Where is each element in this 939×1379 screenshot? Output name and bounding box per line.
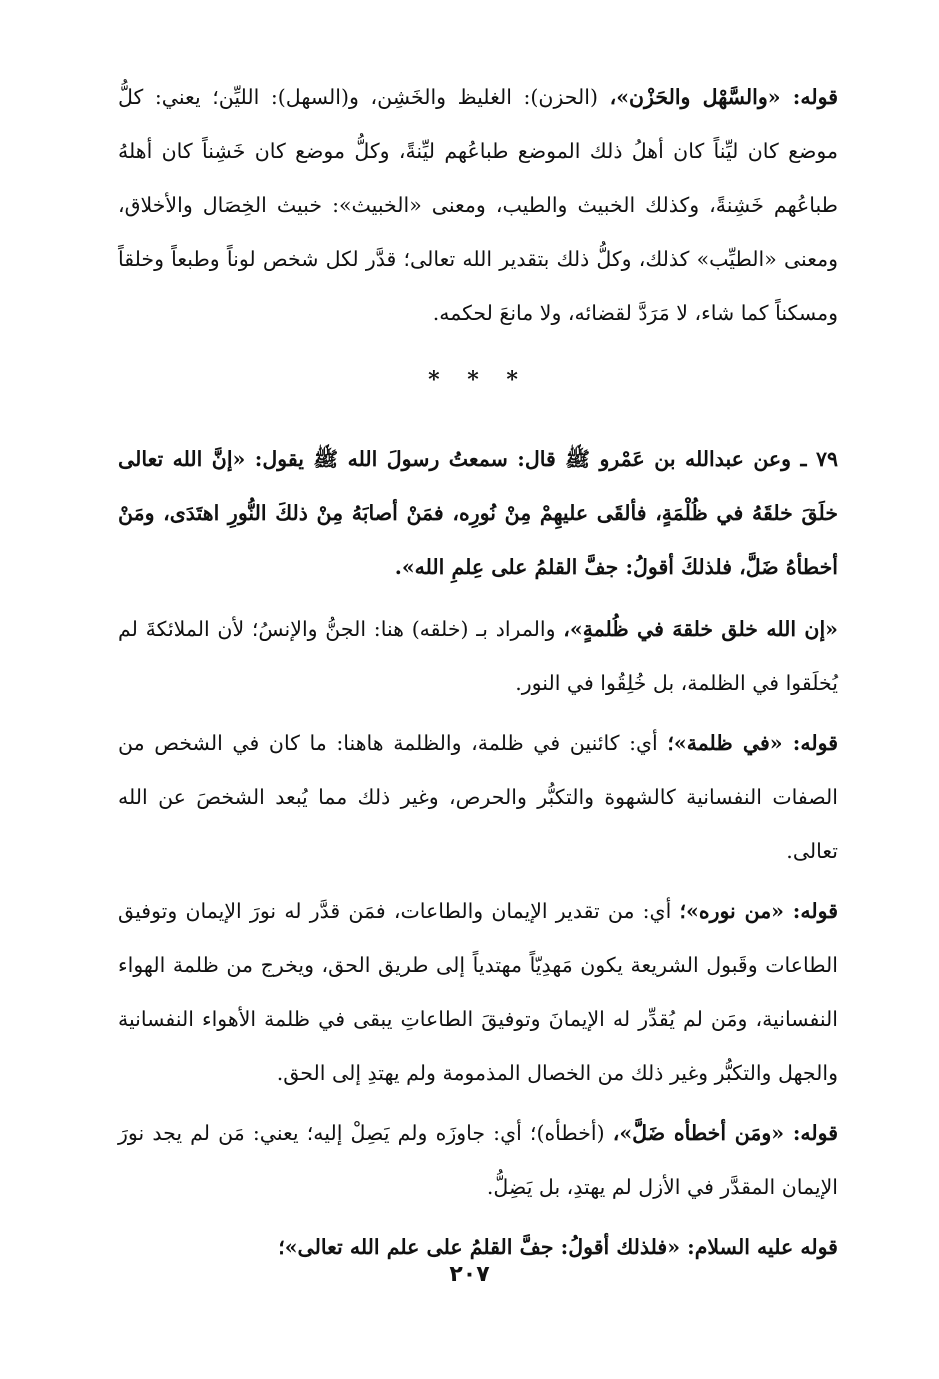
- paragraph-text: (أخطأه)؛ أي: جاوزَه ولم يَصِلْ إليه؛ يعني: مَن لم يجد نورَ الإيمان المقدَّر في الأزل لم يهتدِ، بل يَضِلُّ.: [118, 1121, 838, 1199]
- paragraph-label: «إن الله خلق خلقهَ في ظُلمةٍ»،: [563, 617, 838, 641]
- commentary-paragraph-3: [118, 716, 838, 878]
- page-number: ٢٠٧: [449, 1262, 490, 1287]
- commentary-paragraph-4: [118, 884, 838, 1100]
- paragraph-text: والمراد بـ (خلقه) هنا: الجنُّ والإنسُ؛ لأن الملائكةَ لم يُخلَقوا في الظلمة، بل خُلِقُوا في النور.: [118, 617, 838, 695]
- paragraph-label: قوله: «في ظلمة»؛: [667, 731, 838, 755]
- hadith-text: ٧٩ ـ وعن عبدالله بن عَمْرو ﷺ قال: سمعتُ رسولَ الله ﷺ يقول: «إنَّ الله تعالى خلَقَ خلقَهُ في ظُلْمَةٍ، فألقَى عليهِمْ مِنْ نُورِه، فمَنْ أصابَهُ مِنْ ذلكَ النُّورِ اهتَدَى، ومَنْ أخطأهُ ضَلَّ، فلذلكَ أقولُ: جفَّ القلمُ على عِلمِ الله».: [118, 447, 838, 579]
- paragraph-label: قوله: «من نوره»؛: [679, 899, 838, 923]
- paragraph-text: (الحزن): الغليظ والخَشِن، و(السهل): الليِّن؛ يعني: كلُّ موضع كان ليِّناً كان أهلُ ذلك الموضع طباعُهم ليِّنةً، وكلُّ موضع كان خَشِناً كان أهلهُ طباعُهم خَشِنةً، وكذلك الخبيث والطيب، ومعنى «الخبيث»: خبيث الخِصَال والأخلاق، ومعنى «الطيِّب» كذلك، وكلُّ ذلك بتقدير الله تعالى؛ قدَّر لكل شخص لوناً وطبعاً وخلقاً ومسكناً كما شاء، لا مَرَدَّ لقضائه، ولا مانعَ لحكمه.: [118, 85, 838, 325]
- paragraph-label: قوله: «والسَّهْل والحَزْن»،: [609, 85, 838, 109]
- paragraph-text: أي: كائنين في ظلمة، والظلمة هاهنا: ما كان في الشخص من الصفات النفسانية كالشهوة والتكبُّر والحرص، وغير ذلك مما يُبعد الشخصَ عن الله تعالى.: [118, 731, 838, 863]
- commentary-paragraph-2: [118, 602, 838, 710]
- page-body: [118, 70, 838, 1280]
- commentary-paragraph-5: [118, 1106, 838, 1214]
- section-separator: * * *: [428, 367, 528, 393]
- paragraph-label: قوله: «ومَن أخطأه ضَلَّ»،: [612, 1121, 839, 1145]
- paragraph-label: قوله عليه السلام: «فلذلك أقولُ: جفَّ القلمُ على علم الله تعالى»؛: [278, 1235, 838, 1259]
- paragraph-text: أي: من تقدير الإيمان والطاعات، فمَن قدَّر له نورَ الإيمان وتوفيق الطاعات وقَبول الشريعة يكون مَهدِيّاً مهتدياً إلى طريق الحق، ويخرج من ظلمة الهواء النفسانية، ومَن لم يُقدِّر له الإيمانَ وتوفيقَ الطاعاتِ يبقى في ظلمة الأهواء النفسانية والجهل والتكبُّر وغير ذلك من الخصال المذمومة ولم يهتدِ إلى الحق.: [118, 899, 838, 1085]
- commentary-paragraph-1: [118, 70, 838, 340]
